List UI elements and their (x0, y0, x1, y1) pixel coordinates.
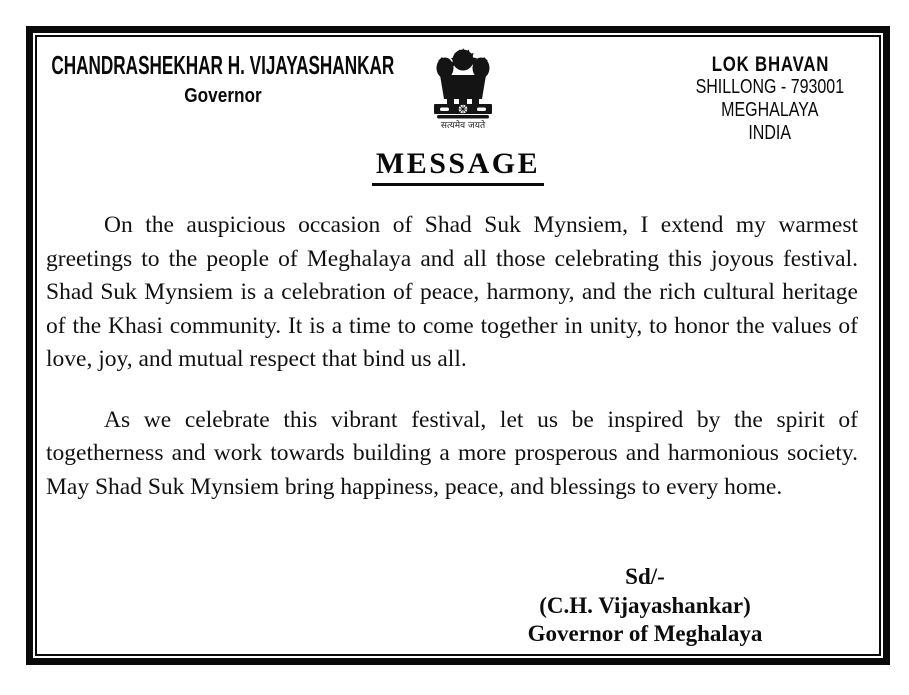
state-emblem-icon (431, 47, 495, 120)
official-designation: Governor (184, 85, 262, 107)
address-line-city: SHILLONG - 793001 (695, 76, 845, 98)
message-paragraph-1: On the auspicious occasion of Shad Suk Mynsiem, I extend my warmest greetings to the people of Meghalaya and all those celebrating this joyous festival. Shad Suk Mynsiem is a celebration of peace, harmony, and the rich cultural heritage of the Khasi community. It is a time to come together in unity, to honor the values of love, joy, and mutual respect that bind us all. (46, 212, 858, 372)
title-row (37, 147, 879, 186)
signature-name: (C.H. Vijayashankar) (539, 592, 751, 618)
document-content (37, 37, 879, 654)
dharma-chakra-icon (459, 105, 468, 114)
document-inner-border (35, 35, 881, 656)
document-outer-border (26, 26, 890, 665)
address-line-state: MEGHALAYA (721, 99, 819, 121)
address-line-country: INDIA (748, 122, 792, 144)
message-body (46, 209, 858, 531)
signature-sd: Sd/- (625, 564, 665, 589)
signature-block (520, 563, 770, 649)
message-paragraph-2: As we celebrate this vibrant festival, let us be inspired by the spirit of togetherness and work towards building a more prosperous and harmonious society. May Shad Suk Mynsiem bring happiness, peace, and blessings to every home. (46, 406, 858, 500)
letterhead-address-block (675, 53, 865, 145)
letterhead-official-block (39, 50, 407, 108)
state-emblem (428, 47, 498, 131)
address-line-bhavan: LOK BHAVAN (711, 53, 829, 76)
emblem-motto: सत्यमेव जयते (440, 121, 486, 131)
message-title: MESSAGE (372, 147, 544, 186)
signature-designation: Governor of Meghalaya (527, 621, 763, 646)
official-name: CHANDRASHEKHAR H. VIJAYASHANKAR (51, 50, 395, 80)
